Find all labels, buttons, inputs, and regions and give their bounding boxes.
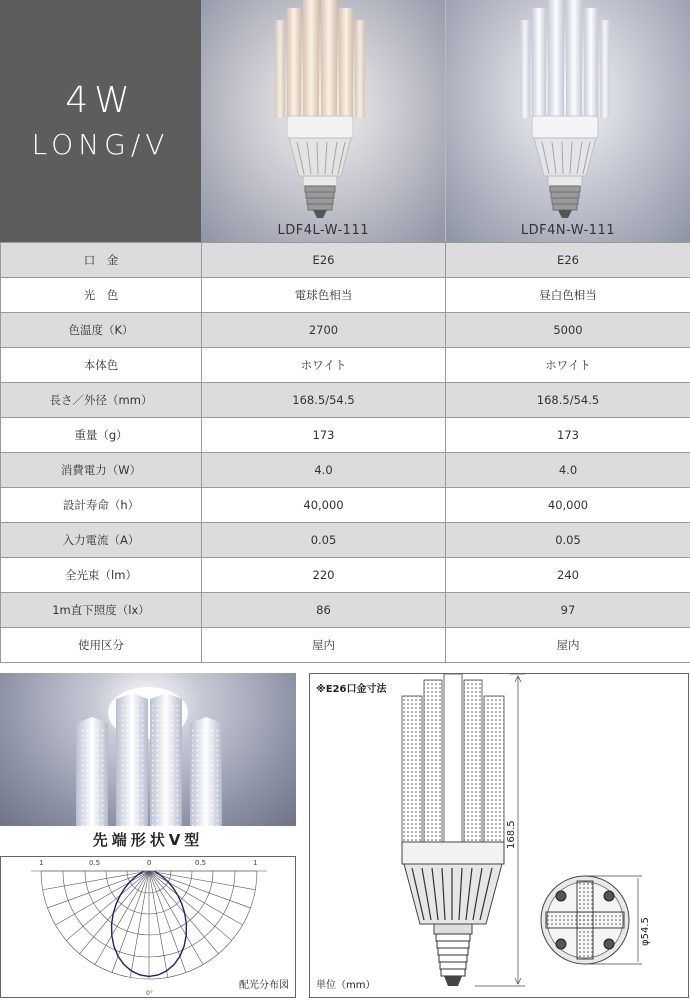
polar-tick-left-1: 1 xyxy=(39,859,44,867)
tip-shape-image xyxy=(0,673,296,826)
spec-value-neutral: 97 xyxy=(446,593,690,628)
spec-value-neutral: 屋内 xyxy=(446,628,690,663)
title-block xyxy=(0,0,201,242)
model-label-warm: LDF4L-W-111 xyxy=(277,223,369,238)
light-distribution-caption: 配光分布図 xyxy=(239,980,289,991)
dimension-drawing xyxy=(309,673,689,998)
model-label-neutral: LDF4N-W-111 xyxy=(520,223,616,238)
spec-label: 使用区分 xyxy=(1,628,202,663)
spec-value-warm: 40,000 xyxy=(202,488,446,523)
spec-label: 入力電流（A） xyxy=(1,523,202,558)
diameter-dimension-label: φ54.5 xyxy=(640,917,651,946)
polar-tick-left-05: 0.5 xyxy=(89,859,101,867)
spec-row xyxy=(1,348,690,383)
bulb-warm-image xyxy=(201,0,445,242)
polar-tick-right-1: 1 xyxy=(253,859,258,867)
spec-value-neutral: 昼白色相当 xyxy=(446,278,690,313)
spec-value-neutral: E26 xyxy=(446,243,690,278)
spec-row xyxy=(1,383,690,418)
spec-value-neutral: 4.0 xyxy=(446,453,690,488)
spec-label: 1m直下照度（lx） xyxy=(1,593,202,628)
spec-row xyxy=(1,313,690,348)
polar-tick-right-05: 0.5 xyxy=(195,859,207,867)
spec-row xyxy=(1,278,690,313)
spec-label: 設計寿命（h） xyxy=(1,488,202,523)
wattage-title: 4W xyxy=(65,80,136,121)
spec-label: 光 色 xyxy=(1,278,202,313)
spec-value-warm: 168.5/54.5 xyxy=(202,383,446,418)
series-title: LONG/V xyxy=(31,128,170,161)
spec-value-warm: 4.0 xyxy=(202,453,446,488)
light-distribution-diagram xyxy=(0,856,296,998)
bulb-neutral-image xyxy=(446,0,690,242)
spec-value-warm: E26 xyxy=(202,243,446,278)
unit-label: 単位（mm） xyxy=(316,980,376,991)
spec-row xyxy=(1,243,690,278)
spec-value-warm: 0.05 xyxy=(202,523,446,558)
spec-table xyxy=(0,242,690,663)
spec-value-neutral: 240 xyxy=(446,558,690,593)
spec-value-neutral: 168.5/54.5 xyxy=(446,383,690,418)
spec-label: 全光束（lm） xyxy=(1,558,202,593)
spec-value-warm: 屋内 xyxy=(202,628,446,663)
spec-row xyxy=(1,558,690,593)
spec-label: 長さ／外径（mm） xyxy=(1,383,202,418)
spec-value-warm: 86 xyxy=(202,593,446,628)
spec-value-warm: 220 xyxy=(202,558,446,593)
spec-label: 口 金 xyxy=(1,243,202,278)
spec-value-warm: 電球色相当 xyxy=(202,278,446,313)
product-header xyxy=(0,0,690,242)
spec-label: 本体色 xyxy=(1,348,202,383)
length-dimension-label: 168.5 xyxy=(506,820,517,849)
spec-row xyxy=(1,488,690,523)
spec-value-warm: 173 xyxy=(202,418,446,453)
product-photo-neutral xyxy=(445,0,690,242)
spec-label: 消費電力（W） xyxy=(1,453,202,488)
polar-tick-center: 0 xyxy=(147,859,152,867)
product-photo-warm xyxy=(201,0,445,242)
polar-zero-label: 0° xyxy=(146,990,153,997)
spec-value-neutral: 5000 xyxy=(446,313,690,348)
base-dimension-note: ※E26口金寸法 xyxy=(316,684,387,695)
spec-value-neutral: 0.05 xyxy=(446,523,690,558)
spec-value-neutral: 40,000 xyxy=(446,488,690,523)
spec-label: 重量（g） xyxy=(1,418,202,453)
spec-row xyxy=(1,593,690,628)
spec-value-neutral: ホワイト xyxy=(446,348,690,383)
dimension-figure xyxy=(310,674,689,998)
tip-shape-caption: 先端形状V型 xyxy=(92,831,204,849)
spec-label: 色温度（K） xyxy=(1,313,202,348)
tip-shape-photo xyxy=(0,673,296,826)
spec-value-warm: ホワイト xyxy=(202,348,446,383)
spec-row xyxy=(1,628,690,663)
spec-row xyxy=(1,453,690,488)
spec-value-neutral: 173 xyxy=(446,418,690,453)
spec-value-warm: 2700 xyxy=(202,313,446,348)
spec-row xyxy=(1,523,690,558)
spec-row xyxy=(1,418,690,453)
